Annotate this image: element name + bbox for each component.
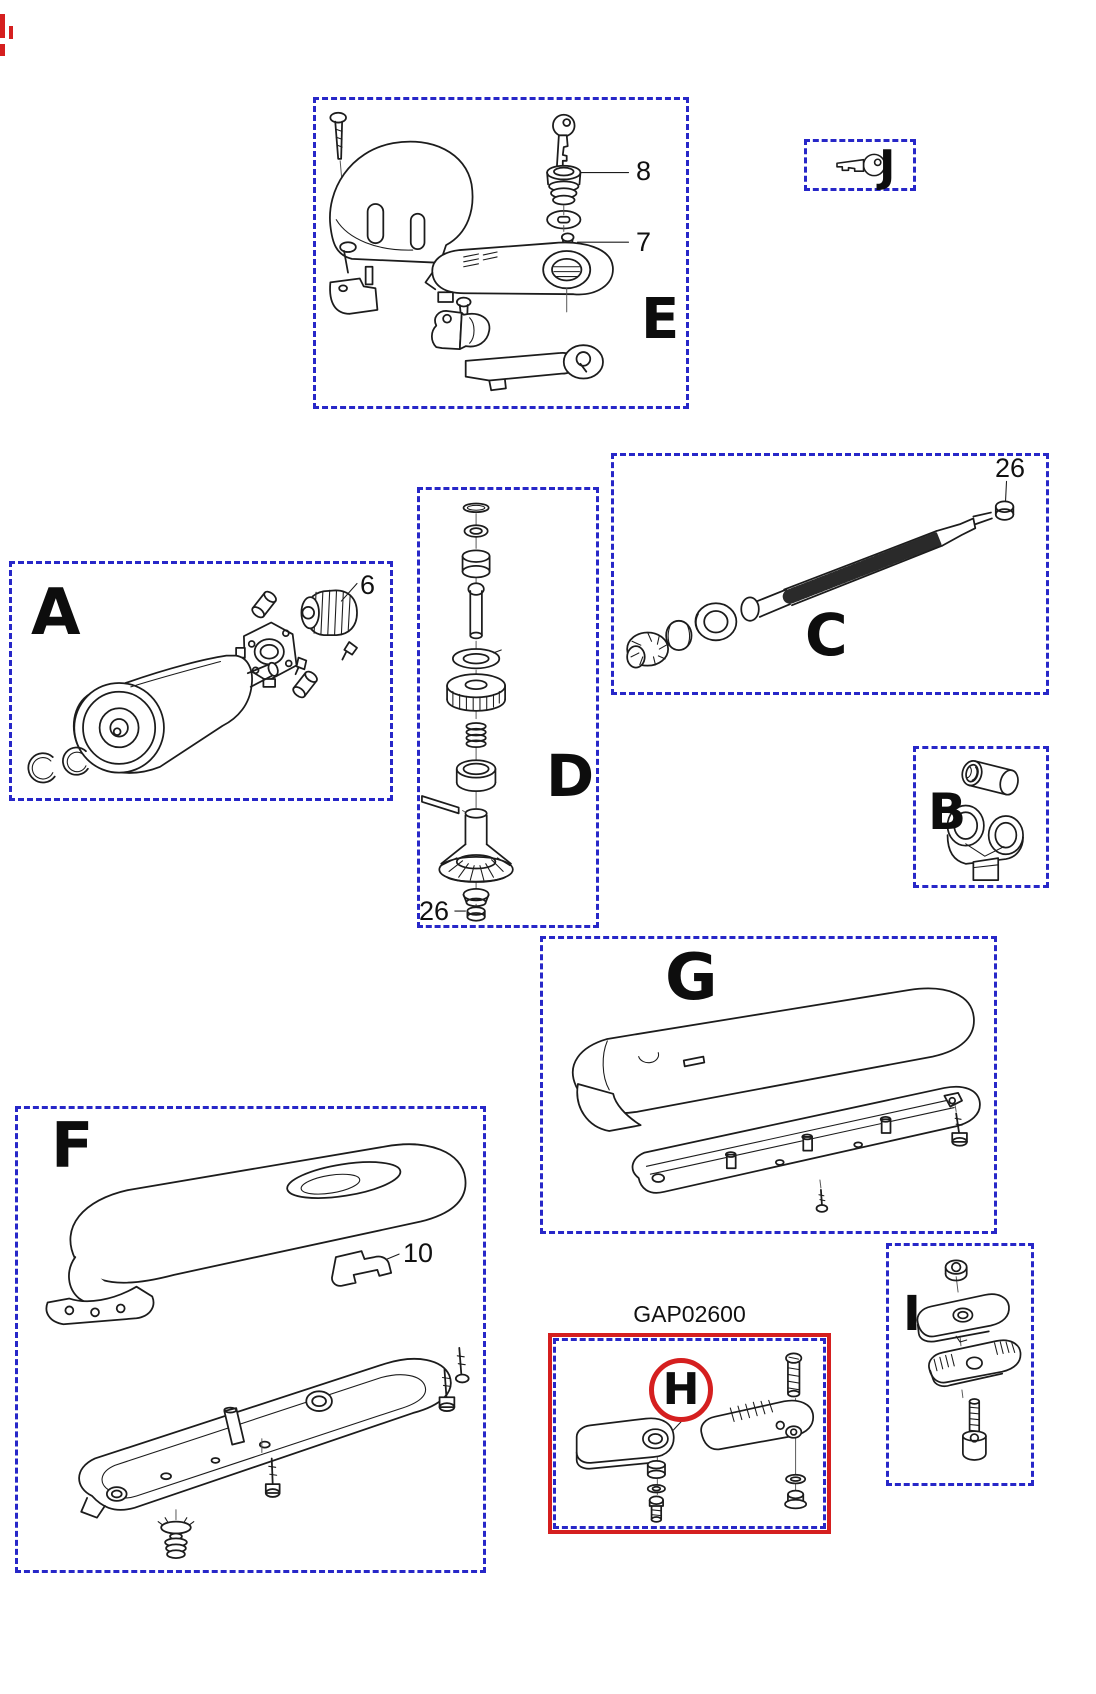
motor: [74, 656, 280, 773]
spring: [466, 723, 485, 747]
ring-bushing: [457, 760, 496, 791]
washer: [786, 1475, 805, 1484]
key-icon: [837, 154, 885, 175]
bushing: [960, 759, 1021, 797]
socket-screw: [963, 1399, 986, 1460]
bolt-icon: [650, 1496, 663, 1521]
cup-washer: [464, 889, 489, 906]
section-e-drawing: [316, 100, 686, 406]
section-j-letter: J: [879, 141, 896, 192]
helical-gear: [447, 674, 505, 711]
bevel-gear-hub: [439, 809, 512, 882]
section-j-drawing: [807, 141, 913, 192]
release-plate: [577, 1418, 674, 1478]
section-h-box[interactable]: [548, 1333, 831, 1534]
spindle-hub: [666, 621, 691, 650]
release-lever: [425, 243, 612, 312]
section-h-circle: [649, 1358, 713, 1422]
section-g-drawing: [543, 939, 994, 1231]
lock-nut: [455, 907, 485, 921]
clamp-plate: [917, 1294, 1009, 1342]
section-a-box[interactable]: [9, 561, 393, 801]
scan-artifact: [0, 44, 5, 56]
screw-icon: [296, 642, 357, 674]
scan-artifact: [9, 26, 13, 39]
section-g-box[interactable]: [540, 936, 997, 1234]
callout-6: 6: [360, 570, 376, 600]
section-i-letter: I: [903, 1286, 921, 1342]
callout-26-c: 26: [995, 453, 1026, 483]
section-d-drawing: [420, 490, 596, 925]
section-h-letter: H: [662, 1364, 700, 1415]
callout-7: 7: [636, 227, 652, 257]
lock-cylinder: [547, 166, 628, 205]
washer: [648, 1485, 665, 1493]
callout-10: 10: [403, 1238, 434, 1268]
section-c-box[interactable]: [611, 453, 1049, 695]
screw-icon: [817, 1180, 828, 1212]
washer: [464, 525, 487, 537]
screw-icon: [456, 1348, 469, 1383]
base-plate: [79, 1359, 451, 1518]
section-b-box[interactable]: [913, 746, 1049, 888]
section-j-box[interactable]: [804, 139, 916, 191]
bushing: [463, 550, 490, 577]
highlight-part-code: GAP02600: [633, 1301, 746, 1327]
screw-icon: [786, 1353, 801, 1396]
serrated-clamp-plate: [929, 1340, 1021, 1386]
callout-26-d: 26: [419, 896, 450, 926]
section-d-box[interactable]: [417, 487, 599, 928]
shaft-pin: [468, 583, 483, 638]
arm-housing-shell: [46, 1144, 465, 1324]
callout-8: 8: [636, 156, 652, 186]
release-bracket: [432, 311, 490, 349]
bearing: [695, 603, 736, 640]
section-d-letter: D: [546, 742, 595, 810]
key-icon: [553, 115, 575, 167]
threaded-spindle: [757, 513, 992, 617]
section-f-letter: F: [51, 1109, 94, 1182]
flange-nut: [785, 1491, 806, 1509]
o-ring: [464, 503, 489, 512]
release-key-lever: [466, 345, 603, 390]
section-i-box[interactable]: [886, 1243, 1034, 1486]
spindle-nut: [996, 481, 1014, 520]
section-a-letter: A: [31, 576, 81, 650]
grommet-fitting: [158, 1510, 194, 1558]
release-bracket-10: [332, 1251, 399, 1286]
section-g-letter: G: [665, 941, 718, 1015]
section-c-letter: C: [805, 601, 848, 669]
bushing: [648, 1461, 665, 1478]
section-i-drawing: [889, 1246, 1031, 1483]
bolt-icon: [250, 590, 278, 620]
bevel-pinion: [627, 633, 668, 668]
flat-washer: [453, 649, 501, 668]
section-e-letter: E: [641, 287, 680, 352]
section-e-box[interactable]: [313, 97, 689, 409]
scan-artifact: [0, 14, 5, 38]
worm-gear: [301, 584, 357, 636]
section-b-letter: B: [928, 783, 967, 841]
circlip-ring: [28, 747, 88, 782]
serrated-plate: [701, 1400, 813, 1449]
shaft-key: [422, 796, 470, 815]
section-f-box[interactable]: [15, 1106, 486, 1573]
